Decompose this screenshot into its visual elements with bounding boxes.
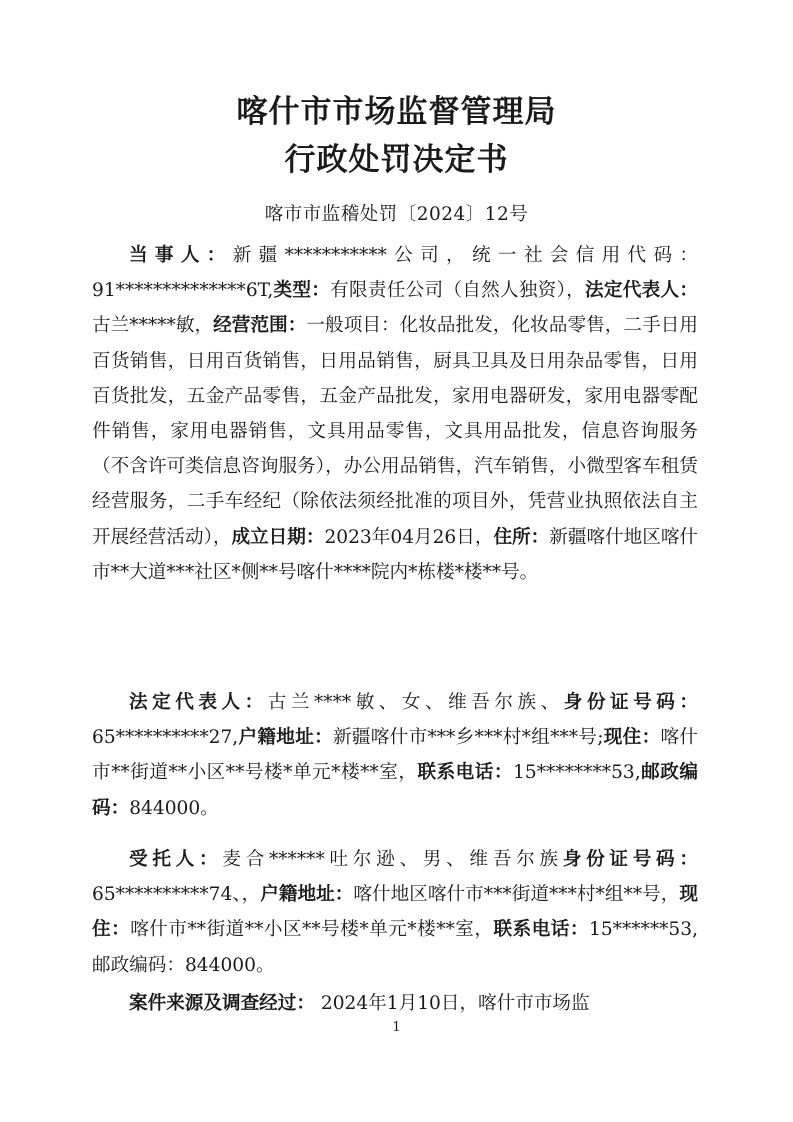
rep-current-text: 喀什市**街道**小区**号楼*单元*楼**室， — [92, 727, 698, 784]
agent-phone-label: 联系电话： — [493, 919, 589, 941]
scope-label: 经营范围： — [213, 315, 307, 337]
rep-label: 法定代表人： — [129, 692, 268, 713]
type-text: 有限责任公司（自然人独资）， — [330, 280, 586, 302]
org-title: 喀什市市场监督管理局 — [236, 94, 557, 130]
party-paragraph — [92, 238, 698, 590]
agent-label: 受托人： — [129, 849, 223, 870]
rep-postcode-label: 邮政编码： — [92, 762, 698, 819]
rep-household-text: 新疆喀什市***乡***村*组***号; — [332, 727, 604, 749]
legal-rep-paragraph — [92, 685, 698, 826]
rep-phone-text: 15********53, — [513, 762, 641, 784]
party-text: 新疆***********公司，统一社会信用代码：91**************6T, — [92, 245, 698, 302]
case-label: 案件来源及调查经过： — [129, 993, 315, 1014]
agent-current-text: 喀什市**街道**小区**号楼*单元*楼**室， — [130, 919, 494, 941]
agent-household-text: 喀什地区喀什市***街道***村*组**号， — [353, 884, 680, 906]
rep-household-label: 户籍地址： — [238, 727, 333, 749]
agent-current-label: 现住： — [92, 884, 698, 941]
agent-id-label: 身份证号码： — [562, 849, 698, 870]
rep-current-label: 现住： — [603, 727, 661, 749]
type-label: 类型： — [273, 280, 331, 302]
legal-rep-label: 法定代表人： — [585, 280, 698, 302]
document-number: 喀市市监稽处罚〔2024〕12号 — [264, 204, 529, 225]
founded-text: 2023年04月26日， — [324, 526, 494, 548]
case-text: 2024年1月10日，喀什市市场监 — [314, 993, 590, 1014]
agent-paragraph — [92, 842, 698, 983]
rep-text: 古兰****敏、女、维吾尔族、 — [267, 692, 564, 713]
case-paragraph — [92, 986, 698, 1021]
rep-postcode-text: 844000。 — [129, 797, 219, 819]
party-label: 当事人： — [129, 245, 233, 266]
agent-text: 麦合******吐尔逊、男、维吾尔族 — [222, 849, 563, 870]
page-number: 1 — [392, 1020, 401, 1035]
scope-text: 一般项目：化妆品批发，化妆品零售，二手日用百货销售，日用百货销售，日用品销售，厨具卫具及日用杂品零售，日用百货批发，五金产品零售，五金产品批发，家用电器研发，家用电器零配件销售，家用电器销售，文具用品零售，文具用品批发，信息咨询服务（不含许可类信息咨询服务），办公用品销售，汽车销售，小微型客车租赁经营服务，二手车经纪（除依法须经批准的项目外，凭营业执照依法自主开展经营活动）， — [92, 315, 698, 548]
agent-phone-text: 15******53, — [588, 919, 698, 941]
rep-id-label: 身份证号码： — [563, 692, 698, 713]
address-text: 新疆喀什地区喀什市**大道***社区*侧**号喀什****院内*栋楼*楼**号。 — [92, 526, 699, 583]
agent-id-text: 65**********74、， — [92, 884, 261, 906]
document-title: 行政处罚决定书 — [284, 142, 509, 178]
rep-id-text: 65**********27, — [92, 727, 239, 749]
agent-household-label: 户籍地址： — [260, 884, 354, 906]
founded-label: 成立日期： — [231, 526, 325, 548]
rep-phone-label: 联系电话： — [417, 762, 514, 784]
agent-postcode-text: 邮政编码：844000。 — [92, 954, 275, 976]
address-label: 住所： — [493, 526, 550, 548]
legal-rep-text: 古兰*****敏， — [92, 315, 214, 337]
